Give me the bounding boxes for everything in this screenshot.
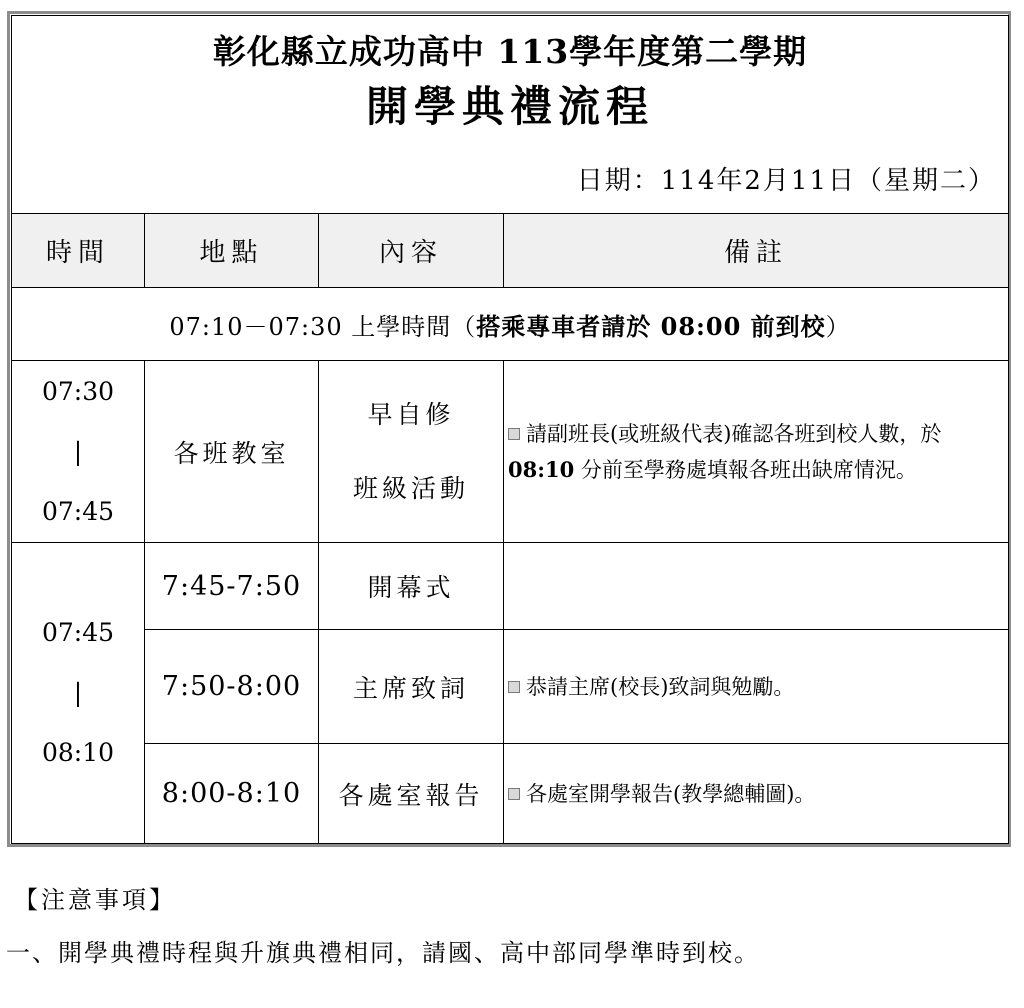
item-time-range: 8:00-8:10 (145, 744, 319, 844)
item-activity: 開幕式 (319, 543, 504, 630)
block1-remark-line2 (508, 452, 1008, 488)
block1-time-separator: | (73, 436, 83, 466)
block1-activity-cell (319, 361, 504, 543)
block1-time-end: 07:45 (41, 496, 115, 526)
column-header-place: 地點 (145, 214, 319, 288)
item-remark-cell (504, 630, 1009, 744)
column-header-time: 時間 (12, 214, 145, 288)
column-header-remark: 備註 (504, 214, 1009, 288)
checkbox-bullet-icon (508, 788, 520, 800)
item-remark (504, 543, 1009, 630)
notes-item-1: 一、開學典禮時程與升旗典禮相同，請國、高中部同學準時到校。 (6, 939, 760, 967)
arrival-prefix: 07:10－07:30 上學時間（ (169, 312, 477, 341)
item-remark: 恭請主席(校長)致詞與勉勵。 (526, 674, 795, 699)
block1-activity-line2: 班級活動 (352, 473, 469, 503)
block1-remark-cell (504, 361, 1009, 543)
block2-time-separator: | (73, 678, 83, 707)
item-remark: 各處室開學報告(教學總輔圖)。 (526, 781, 816, 806)
item-activity: 各處室報告 (319, 744, 504, 844)
block1-time-cell (12, 361, 145, 543)
item-time-range: 7:50-8:00 (145, 630, 319, 744)
notes-heading: 【注意事項】 (14, 886, 176, 914)
arrival-time-row (12, 288, 1009, 361)
event-date: 日期：114年2月11日（星期二） (576, 166, 996, 196)
item-remark-cell (504, 744, 1009, 844)
block2-time-cell (12, 543, 145, 844)
checkbox-bullet-icon (508, 428, 520, 440)
block1-activity-line1: 早自修 (367, 399, 455, 429)
block2-time-start: 07:45 (41, 618, 115, 647)
item-activity: 主席致詞 (319, 630, 504, 744)
checkbox-bullet-icon (508, 681, 520, 693)
column-header-content: 內容 (319, 214, 504, 288)
arrival-bold-note: 搭乘專車者請於 08:00 前到校 (476, 311, 826, 341)
arrival-suffix: ） (825, 312, 851, 341)
item-time-range: 7:45-7:50 (145, 543, 319, 630)
block1-place: 各班教室 (145, 361, 319, 543)
title-cell (12, 16, 1009, 214)
schedule-table (11, 15, 1009, 844)
block1-remark-bold-time: 08:10 (508, 456, 575, 482)
school-term-heading: 彰化縣立成功高中 113學年度第二學期 (212, 32, 808, 71)
block1-remark-line1 (508, 416, 1008, 452)
page-title: 開學典禮流程 (365, 82, 654, 131)
block1-remark-text1: 請副班長(或班級代表)確認各班到校人數，於 (526, 421, 942, 446)
block1-remark-text2: 分前至學務處填報各班出缺席情況。 (574, 457, 917, 482)
block2-time-end: 08:10 (41, 738, 115, 767)
block1-time-start: 07:30 (41, 376, 115, 406)
